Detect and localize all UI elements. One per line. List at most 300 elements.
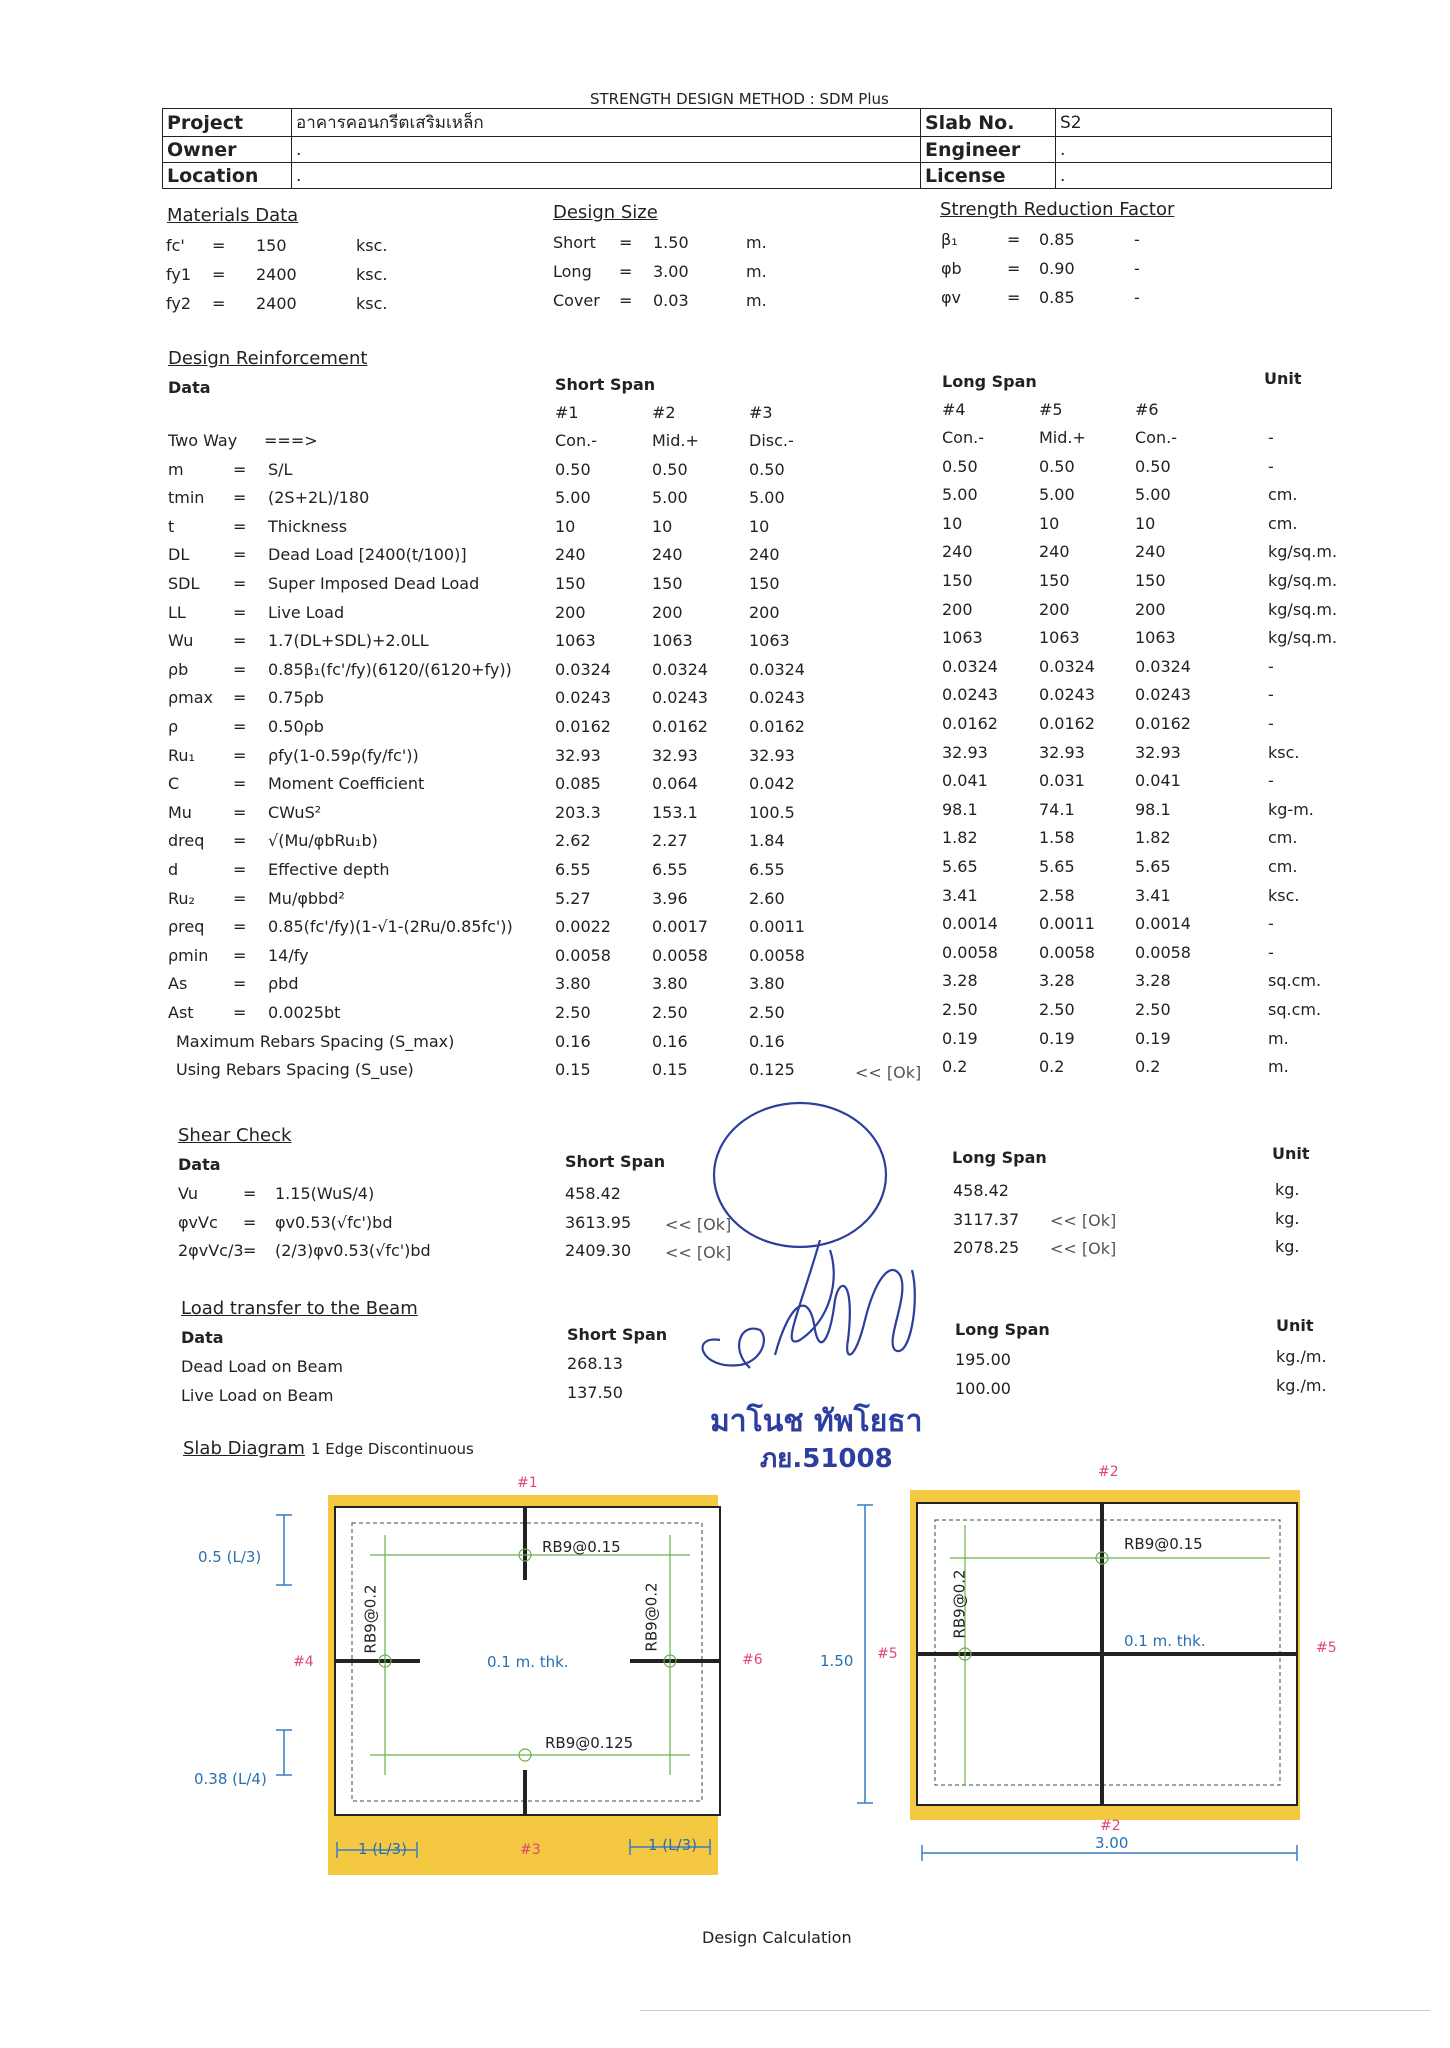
signature-name: มาโนช ทัพโยธา <box>710 1404 923 1439</box>
short-span-cell: 6.55 <box>749 860 785 879</box>
shear-long-ok: << [Ok] <box>1050 1239 1117 1258</box>
row-eq: = <box>233 888 247 908</box>
design-size-title: Design Size <box>553 202 658 223</box>
shear-eq: = <box>243 1212 257 1232</box>
row-unit: - <box>1268 714 1274 733</box>
short-span-cell: 5.27 <box>555 888 591 908</box>
strength_factor-unit: - <box>1134 230 1140 249</box>
row-eq: ===> <box>264 431 318 450</box>
strength_factor-eq: = <box>1007 288 1021 307</box>
right-slab-diagram <box>840 1475 1340 1895</box>
long-span-cell: 3.41 <box>1135 885 1171 905</box>
short-span-cell: 10 <box>749 516 770 536</box>
left-slab-diagram <box>180 1475 760 1895</box>
row-description: Mu/φbbd² <box>268 888 345 908</box>
shear-long-value: 2078.25 <box>953 1238 1020 1257</box>
short-span-cell: 0.125 <box>749 1060 795 1080</box>
left-rebar-right: RB9@0.2 <box>642 1582 661 1652</box>
strength_factor-value: 0.85 <box>1039 230 1075 249</box>
long-span-cell: 0.0243 <box>1039 685 1095 705</box>
long-span-cell: 0.2 <box>1039 1057 1065 1077</box>
row-description: 0.85β₁(fc'/fy)(6120/(6120+fy)) <box>268 659 512 679</box>
materials-sym: fy1 <box>166 265 191 284</box>
short-span-cell: 2.62 <box>555 831 591 851</box>
long-span-cell: 200 <box>942 599 973 619</box>
short-span-cell: 10 <box>555 516 576 536</box>
row-eq: = <box>233 516 247 536</box>
spacing-ok-note: << [Ok] <box>855 1063 922 1082</box>
engineer-value: . <box>1056 137 1332 163</box>
col-id-5: #5 <box>1039 400 1063 419</box>
short-span-cell: 0.0162 <box>652 717 708 736</box>
long-span-cell: 5.65 <box>1039 857 1075 876</box>
left-mark-top: #1 <box>517 1475 538 1491</box>
strength_factor-sym: β₁ <box>941 230 958 249</box>
design_size-value: 1.50 <box>653 233 689 252</box>
row-unit: sq.cm. <box>1268 1000 1322 1019</box>
long-span-cell: 0.0324 <box>1039 656 1095 676</box>
short-span-cell: 32.93 <box>555 745 601 765</box>
long-span-cell: 0.19 <box>942 1028 978 1048</box>
short-span-cell: 0.0162 <box>555 717 611 736</box>
long-span-cell: 98.1 <box>942 799 978 819</box>
row-symbol: Ru₂ <box>168 888 195 908</box>
engineer-label: Engineer <box>921 137 1056 163</box>
license-label: License <box>921 163 1056 189</box>
long-span-cell: 0.2 <box>1135 1057 1161 1077</box>
row-unit: ksc. <box>1268 742 1300 762</box>
materials-eq: = <box>212 265 226 284</box>
left-dim-left: 1 (L/3) <box>358 1840 407 1858</box>
short-span-cell: 1063 <box>555 631 596 651</box>
right-mark-top: #2 <box>1098 1464 1119 1480</box>
slab-no-value: S2 <box>1056 109 1332 137</box>
shear-eq: = <box>243 1184 257 1203</box>
long-span-cell: 10 <box>1039 513 1060 533</box>
shear-description: (2/3)φv0.53(√fc')bd <box>275 1241 431 1260</box>
long-span-cell: 32.93 <box>1039 742 1085 762</box>
long-span-cell: 0.0058 <box>1135 942 1191 962</box>
row-description: Live Load <box>268 602 345 622</box>
long-span-cell: 32.93 <box>1135 742 1181 762</box>
left-dim-top: 0.5 (L/3) <box>198 1548 262 1566</box>
long-span-cell: 240 <box>1135 542 1166 562</box>
short-span-cell: 240 <box>652 545 683 565</box>
design_size-sym: Cover <box>553 291 600 310</box>
short-span-cell: 240 <box>749 545 780 565</box>
row-eq: = <box>233 717 247 736</box>
row-eq: = <box>233 631 247 651</box>
row-symbol: C <box>168 774 180 794</box>
long-span-cell: 10 <box>942 513 963 533</box>
short-span-cell: 0.0022 <box>555 917 611 937</box>
short-span-cell: 1063 <box>652 631 693 651</box>
long-span-cell: 0.041 <box>1135 771 1181 791</box>
long-span-cell: 3.28 <box>942 971 978 991</box>
short-span-cell: 0.0017 <box>652 917 708 937</box>
long-span-cell: 1.58 <box>1039 828 1075 848</box>
short-span-cell: 5.00 <box>749 488 785 508</box>
row-symbol: Maximum Rebars Spacing (S_max) <box>176 1031 455 1051</box>
row-eq: = <box>233 831 247 851</box>
materials-unit: ksc. <box>356 265 388 284</box>
load-unit: kg./m. <box>1276 1376 1327 1395</box>
long-span-cell: 1063 <box>1135 628 1176 648</box>
long-span-cell: 3.41 <box>942 885 978 905</box>
short-span-cell: 200 <box>749 602 780 622</box>
short-span-cell: Con.- <box>555 431 597 450</box>
long-span-cell: 150 <box>942 571 973 590</box>
short-span-cell: 203.3 <box>555 802 601 822</box>
strength_factor-value: 0.90 <box>1039 259 1075 278</box>
long-span-cell: 0.041 <box>942 771 988 791</box>
row-unit: m. <box>1268 1057 1289 1077</box>
strength_factor-eq: = <box>1007 259 1021 278</box>
design_size-unit: m. <box>746 262 767 281</box>
design_size-unit: m. <box>746 233 767 252</box>
row-eq: = <box>233 945 247 965</box>
right-mark-left: #5 <box>877 1646 898 1662</box>
long-span-cell: 1.82 <box>942 828 978 848</box>
shear-short-value: 2409.30 <box>565 1241 632 1260</box>
row-unit: - <box>1268 456 1274 476</box>
long-span-cell: 0.50 <box>1039 456 1075 476</box>
row-symbol: Using Rebars Spacing (S_use) <box>176 1060 414 1080</box>
diagram-title: Slab Diagram <box>183 1438 305 1459</box>
short-span-cell: 3.80 <box>749 974 785 994</box>
row-unit: kg-m. <box>1268 799 1314 819</box>
load-unit: kg./m. <box>1276 1347 1327 1366</box>
row-description: ρfy(1-0.59ρ(fy/fc')) <box>268 745 419 765</box>
shear-short-value: 3613.95 <box>565 1212 632 1232</box>
row-unit: kg/sq.m. <box>1268 628 1338 648</box>
shear-unit: kg. <box>1275 1208 1300 1228</box>
row-symbol: Ru₁ <box>168 745 195 765</box>
long-span-cell: 0.0014 <box>1135 914 1191 934</box>
long-span-cell: 1.82 <box>1135 828 1171 848</box>
slab-no-label: Slab No. <box>921 109 1056 137</box>
long-span-cell: Con.- <box>942 428 984 447</box>
row-description: ρbd <box>268 974 299 994</box>
long-span-cell: 0.0162 <box>942 714 998 733</box>
reinforcement-data-label: Data <box>168 378 211 397</box>
short-span-cell: 153.1 <box>652 802 698 822</box>
short-span-cell: 2.27 <box>652 831 688 851</box>
short-span-cell: 0.50 <box>555 459 591 479</box>
row-unit: - <box>1268 771 1274 791</box>
short-span-cell: 2.50 <box>749 1003 785 1022</box>
long-span-cell: 5.00 <box>942 485 978 505</box>
row-unit: - <box>1268 914 1274 934</box>
long-span-cell: 1063 <box>942 628 983 648</box>
short-span-cell: Disc.- <box>749 431 794 450</box>
long-span-cell: 240 <box>1039 542 1070 562</box>
strength_factor-eq: = <box>1007 230 1021 249</box>
strength_factor-unit: - <box>1134 259 1140 278</box>
project-label: Project <box>163 109 292 137</box>
shear-title: Shear Check <box>178 1125 292 1146</box>
load-long-value: 195.00 <box>955 1350 1011 1369</box>
left-dim-bottom: 0.38 (L/4) <box>194 1770 267 1788</box>
design_size-value: 3.00 <box>653 262 689 281</box>
row-unit: ksc. <box>1268 885 1300 905</box>
load-unit-label: Unit <box>1276 1316 1314 1335</box>
materials-title: Materials Data <box>167 205 299 226</box>
row-unit: - <box>1268 656 1274 676</box>
short-span-cell: 0.50 <box>749 459 785 479</box>
strength_factor-value: 0.85 <box>1039 288 1075 307</box>
strength_factor-unit: - <box>1134 288 1140 307</box>
long-span-cell: 0.2 <box>942 1057 968 1077</box>
row-eq: = <box>233 1003 247 1022</box>
long-span-cell: 0.0162 <box>1039 714 1095 733</box>
short-span-cell: 0.0243 <box>555 688 611 708</box>
row-eq: = <box>233 574 247 593</box>
row-symbol: tmin <box>168 488 205 508</box>
long-span-cell: 240 <box>942 542 973 562</box>
shear-eq: = <box>243 1241 257 1260</box>
long-span-cell: 5.65 <box>1135 857 1171 876</box>
short-span-cell: 5.00 <box>652 488 688 508</box>
shear-long-ok: << [Ok] <box>1050 1210 1117 1230</box>
short-span-cell: 0.0324 <box>749 659 805 679</box>
long-span-cell: 0.0162 <box>1135 714 1191 733</box>
long-span-cell: 0.0014 <box>942 914 998 934</box>
right-mark-right: #5 <box>1316 1640 1337 1656</box>
long-span-cell: 3.28 <box>1039 971 1075 991</box>
project-header-table <box>162 108 1332 189</box>
short-span-cell: 5.00 <box>555 488 591 508</box>
load-label: Dead Load on Beam <box>181 1357 343 1376</box>
long-span-cell: 2.50 <box>1135 1000 1171 1019</box>
long-span-cell: 74.1 <box>1039 799 1075 819</box>
short-span-cell: 100.5 <box>749 802 795 822</box>
short-span-cell: 150 <box>749 574 780 593</box>
short-span-cell: 3.96 <box>652 888 688 908</box>
row-description: Super Imposed Dead Load <box>268 574 480 593</box>
materials-value: 2400 <box>256 265 297 284</box>
shear-long-span: Long Span <box>952 1148 1047 1167</box>
long-span-cell: 5.65 <box>942 857 978 876</box>
materials-value: 2400 <box>256 294 297 313</box>
shear-unit: kg. <box>1275 1237 1300 1256</box>
long-span-cell: 10 <box>1135 513 1156 533</box>
row-unit: cm. <box>1268 485 1298 505</box>
short-span-cell: 150 <box>652 574 683 593</box>
short-span-cell: 0.0011 <box>749 917 805 937</box>
materials-eq: = <box>212 294 226 313</box>
long-span-cell: 0.031 <box>1039 771 1085 791</box>
shear-long-value: 458.42 <box>953 1181 1009 1200</box>
row-unit: cm. <box>1268 857 1298 876</box>
row-description: S/L <box>268 459 293 479</box>
short-span-cell: Mid.+ <box>652 431 699 450</box>
row-eq: = <box>233 917 247 937</box>
long-span-cell: 150 <box>1039 571 1070 590</box>
short-span-cell: 0.064 <box>652 774 698 794</box>
load-short-value: 268.13 <box>567 1354 623 1373</box>
long-span-cell: 0.0011 <box>1039 914 1095 934</box>
shear-description: 1.15(WuS/4) <box>275 1184 375 1203</box>
short-span-cell: 0.0058 <box>749 945 805 965</box>
row-symbol: ρb <box>168 659 189 679</box>
row-unit: kg/sq.m. <box>1268 542 1338 562</box>
footer-rule <box>640 2010 1430 2011</box>
row-symbol: m <box>168 459 184 479</box>
materials-value: 150 <box>256 236 287 255</box>
long-span-cell: 0.19 <box>1135 1028 1171 1048</box>
shear-short-ok: << [Ok] <box>665 1214 732 1234</box>
right-rebar-left: RB9@0.2 <box>950 1569 969 1639</box>
shear-short-value: 458.42 <box>565 1184 621 1203</box>
short-span-cell: 1.84 <box>749 831 785 851</box>
row-eq: = <box>233 802 247 822</box>
row-description: 0.85(fc'/fy)(1-√1-(2Ru/0.85fc')) <box>268 917 513 937</box>
left-mark-bottom: #3 <box>520 1842 541 1858</box>
materials-sym: fy2 <box>166 294 191 313</box>
long-span-cell: 0.19 <box>1039 1028 1075 1048</box>
reinforcement-long-span: Long Span <box>942 372 1037 391</box>
row-symbol: d <box>168 860 179 879</box>
location-label: Location <box>163 163 292 189</box>
load-label: Live Load on Beam <box>181 1386 334 1405</box>
row-symbol: LL <box>168 602 186 622</box>
long-span-cell: 32.93 <box>942 742 988 762</box>
materials-unit: ksc. <box>356 236 388 255</box>
short-span-cell: 3.80 <box>555 974 591 994</box>
row-eq: = <box>233 459 247 479</box>
row-unit: sq.cm. <box>1268 971 1322 991</box>
row-unit: kg/sq.m. <box>1268 599 1338 619</box>
short-span-cell: 2.50 <box>555 1003 591 1022</box>
row-symbol: Two Way <box>168 431 238 450</box>
long-span-cell: 5.00 <box>1039 485 1075 505</box>
row-unit: - <box>1268 942 1274 962</box>
shear-short-span: Short Span <box>565 1152 666 1171</box>
license-value: . <box>1056 163 1332 189</box>
short-span-cell: 0.0058 <box>555 945 611 965</box>
row-symbol: ρ <box>168 717 179 736</box>
short-span-cell: 1063 <box>749 631 790 651</box>
row-description: 0.50ρb <box>268 717 324 736</box>
load-short-span: Short Span <box>567 1325 668 1344</box>
design_size-sym: Short <box>553 233 596 252</box>
row-description: Thickness <box>268 516 348 536</box>
long-span-cell: 0.50 <box>942 456 978 476</box>
col-id-3: #3 <box>749 403 773 422</box>
load-short-value: 137.50 <box>567 1383 623 1402</box>
row-unit: - <box>1268 428 1274 447</box>
short-span-cell: 2.60 <box>749 888 785 908</box>
row-eq: = <box>233 488 247 508</box>
row-symbol: Wu <box>168 631 194 651</box>
col-id-1: #1 <box>555 403 579 422</box>
row-symbol: ρreq <box>168 917 205 937</box>
strength_factor-sym: φv <box>941 288 962 307</box>
materials-unit: ksc. <box>356 294 388 313</box>
short-span-cell: 0.0324 <box>555 659 611 679</box>
row-eq: = <box>233 974 247 994</box>
owner-label: Owner <box>163 137 292 163</box>
right-thickness: 0.1 m. thk. <box>1124 1632 1206 1650</box>
row-eq: = <box>233 860 247 879</box>
load-data-label: Data <box>181 1328 224 1347</box>
long-span-cell: 0.0243 <box>1135 685 1191 705</box>
left-dim-right: 1 (L/3) <box>648 1836 697 1854</box>
row-eq: = <box>233 774 247 794</box>
left-rebar-top: RB9@0.15 <box>542 1538 621 1556</box>
short-span-cell: 0.16 <box>555 1031 591 1051</box>
reinforcement-unit-label: Unit <box>1264 369 1302 388</box>
row-symbol: dreq <box>168 831 205 851</box>
row-symbol: Ast <box>168 1003 194 1022</box>
long-span-cell: 2.58 <box>1039 885 1075 905</box>
short-span-cell: 0.042 <box>749 774 795 794</box>
row-unit: kg/sq.m. <box>1268 571 1338 590</box>
shear-symbol: φvVc <box>178 1212 218 1232</box>
row-eq: = <box>233 602 247 622</box>
short-span-cell: 0.085 <box>555 774 601 794</box>
row-symbol: ρmin <box>168 945 209 965</box>
row-symbol: t <box>168 516 175 536</box>
design_size-unit: m. <box>746 291 767 310</box>
row-description: CWuS² <box>268 802 322 822</box>
short-span-cell: 0.0243 <box>652 688 708 708</box>
page-footer: Design Calculation <box>702 1928 852 1947</box>
diagram-subtitle: 1 Edge Discontinuous <box>311 1440 474 1458</box>
row-description: 0.75ρb <box>268 688 324 708</box>
short-span-cell: 6.55 <box>555 860 591 879</box>
row-eq: = <box>233 688 247 708</box>
design_size-value: 0.03 <box>653 291 689 310</box>
design_size-eq: = <box>619 262 633 281</box>
long-span-cell: 0.0058 <box>942 942 998 962</box>
long-span-cell: 2.50 <box>1039 1000 1075 1019</box>
right-dim-long: 3.00 <box>1095 1834 1129 1852</box>
row-eq: = <box>233 545 247 565</box>
shear-description: φv0.53(√fc')bd <box>275 1212 393 1232</box>
row-unit: cm. <box>1268 828 1298 848</box>
short-span-cell: 240 <box>555 545 586 565</box>
row-eq: = <box>233 659 247 679</box>
short-span-cell: 0.0058 <box>652 945 708 965</box>
short-span-cell: 0.0243 <box>749 688 805 708</box>
short-span-cell: 200 <box>652 602 683 622</box>
long-span-cell: 200 <box>1039 599 1070 619</box>
short-span-cell: 0.0162 <box>749 717 805 736</box>
short-span-cell: 32.93 <box>652 745 698 765</box>
left-rebar-bottom: RB9@0.125 <box>545 1734 634 1752</box>
long-span-cell: 3.28 <box>1135 971 1171 991</box>
long-span-cell: 0.0058 <box>1039 942 1095 962</box>
page-title: STRENGTH DESIGN METHOD : SDM Plus <box>590 90 889 108</box>
short-span-cell: 0.50 <box>652 459 688 479</box>
materials-sym: fc' <box>166 236 185 255</box>
long-span-cell: 200 <box>1135 599 1166 619</box>
short-span-cell: 10 <box>652 516 673 536</box>
row-symbol: DL <box>168 545 190 565</box>
short-span-cell: 6.55 <box>652 860 688 879</box>
row-description: 0.0025bt <box>268 1003 341 1022</box>
row-description: (2S+2L)/180 <box>268 488 370 508</box>
right-mark-bottom: #2 <box>1100 1818 1121 1834</box>
row-unit: - <box>1268 685 1274 705</box>
long-span-cell: 0.0324 <box>942 656 998 676</box>
long-span-cell: 0.0324 <box>1135 656 1191 676</box>
row-description: Effective depth <box>268 860 390 879</box>
shear-symbol: 2φvVc/3 <box>178 1241 244 1260</box>
short-span-cell: 150 <box>555 574 586 593</box>
